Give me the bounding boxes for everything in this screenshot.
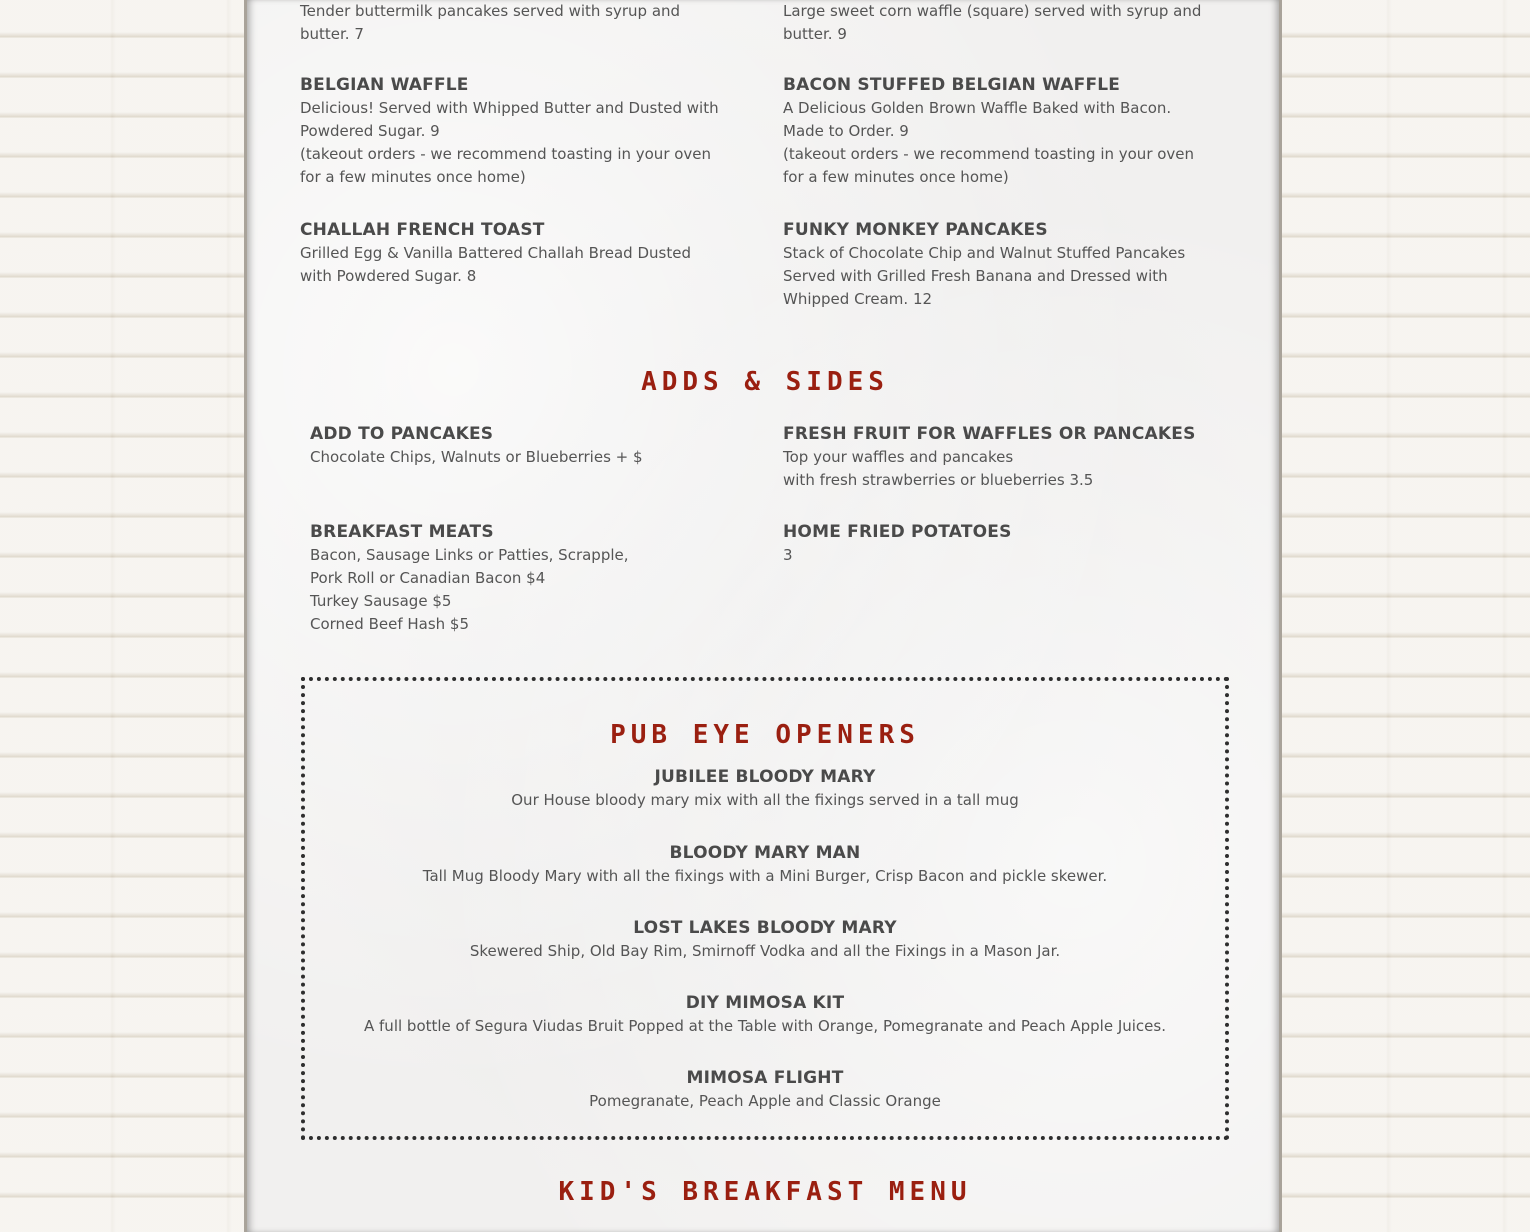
item-title: HOME FRIED POTATOES (783, 522, 1012, 542)
menu-item-funky-monkey-pancakes (783, 218, 1243, 311)
item-desc: Made to Order. 9 (783, 122, 909, 140)
item-desc: Pork Roll or Canadian Bacon $4 (310, 569, 546, 587)
item-desc: Our House bloody mary mix with all the fixings served in a tall mug (511, 791, 1019, 809)
menu-item-lost-lakes-bloody-mary (300, 916, 1230, 963)
item-desc: Corned Beef Hash $5 (310, 615, 470, 633)
item-desc: Large sweet corn waffle (square) served with syrup and (783, 2, 1202, 20)
item-desc: A Delicious Golden Brown Waffle Baked with Bacon. (783, 99, 1172, 117)
item-title: CHALLAH FRENCH TOAST (300, 220, 545, 240)
item-title: FUNKY MONKEY PANCAKES (783, 220, 1048, 240)
item-title: BLOODY MARY MAN (669, 843, 861, 863)
menu-item-buttermilk-pancakes (300, 0, 760, 46)
item-desc: for a few minutes once home) (783, 168, 1009, 186)
item-desc: Stack of Chocolate Chip and Walnut Stuffed Pancakes (783, 244, 1186, 262)
item-desc: Pomegranate, Peach Apple and Classic Orange (589, 1092, 941, 1110)
item-desc: with fresh strawberries or blueberries 3.5 (783, 471, 1094, 489)
item-title: JUBILEE BLOODY MARY (654, 767, 876, 787)
section-heading-eye-openers: PUB EYE OPENERS (610, 720, 920, 750)
item-desc: Skewered Ship, Old Bay Rim, Smirnoff Vodka and all the Fixings in a Mason Jar. (469, 942, 1061, 960)
menu-item-breakfast-meats (310, 520, 760, 636)
menu-item-corn-waffle (783, 0, 1243, 46)
item-desc: butter. 9 (783, 25, 847, 43)
item-desc: Turkey Sausage $5 (310, 592, 452, 610)
item-desc: Chocolate Chips, Walnuts or Blueberries + $ (310, 448, 643, 466)
item-desc: butter. 7 (300, 25, 364, 43)
item-title: DIY MIMOSA KIT (685, 993, 845, 1013)
item-title: BACON STUFFED BELGIAN WAFFLE (783, 75, 1121, 95)
item-desc: 3 (783, 546, 793, 564)
menu-item-diy-mimosa-kit (300, 991, 1230, 1038)
item-desc: Whipped Cream. 12 (783, 290, 933, 308)
item-desc: Bacon, Sausage Links or Patties, Scrapple, (310, 546, 629, 564)
item-desc: A full bottle of Segura Viudas Bruit Popped at the Table with Orange, Pomegranate and Peach Apple Juices. (364, 1017, 1166, 1035)
item-title: BREAKFAST MEATS (310, 522, 494, 542)
menu-item-belgian-waffle (300, 73, 760, 189)
item-desc: Grilled Egg & Vanilla Battered Challah Bread Dusted (300, 244, 691, 262)
item-desc: with Powdered Sugar. 8 (300, 267, 477, 285)
menu-item-mimosa-flight (300, 1066, 1230, 1113)
item-title: ADD TO PANCAKES (310, 424, 494, 444)
item-desc: (takeout orders - we recommend toasting in your oven (300, 145, 712, 163)
item-desc: Tender buttermilk pancakes served with syrup and (300, 2, 681, 20)
menu-item-add-to-pancakes (310, 422, 760, 469)
menu-item-challah-french-toast (300, 218, 760, 288)
item-desc: Delicious! Served with Whipped Butter and Dusted with (300, 99, 719, 117)
menu-item-bacon-stuffed-waffle (783, 73, 1243, 189)
item-desc: (takeout orders - we recommend toasting in your oven (783, 145, 1195, 163)
item-title: BELGIAN WAFFLE (300, 75, 469, 95)
item-desc: Served with Grilled Fresh Banana and Dressed with (783, 267, 1168, 285)
menu-item-bloody-mary-man (300, 841, 1230, 888)
section-heading-adds-sides: ADDS & SIDES (641, 367, 889, 397)
item-title: FRESH FRUIT FOR WAFFLES OR PANCAKES (783, 424, 1196, 444)
menu-item-jubilee-bloody-mary (300, 765, 1230, 812)
section-heading-kids-menu: KID'S BREAKFAST MENU (558, 1177, 972, 1207)
item-title: MIMOSA FLIGHT (686, 1068, 844, 1088)
item-desc: Tall Mug Bloody Mary with all the fixings with a Mini Burger, Crisp Bacon and pickle skewer. (422, 867, 1108, 885)
item-desc: Top your waffles and pancakes (783, 448, 1014, 466)
item-desc: for a few minutes once home) (300, 168, 526, 186)
item-title: LOST LAKES BLOODY MARY (633, 918, 897, 938)
item-desc: Powdered Sugar. 9 (300, 122, 440, 140)
menu-item-fresh-fruit (783, 422, 1243, 492)
menu-item-home-fried-potatoes (783, 520, 1243, 567)
